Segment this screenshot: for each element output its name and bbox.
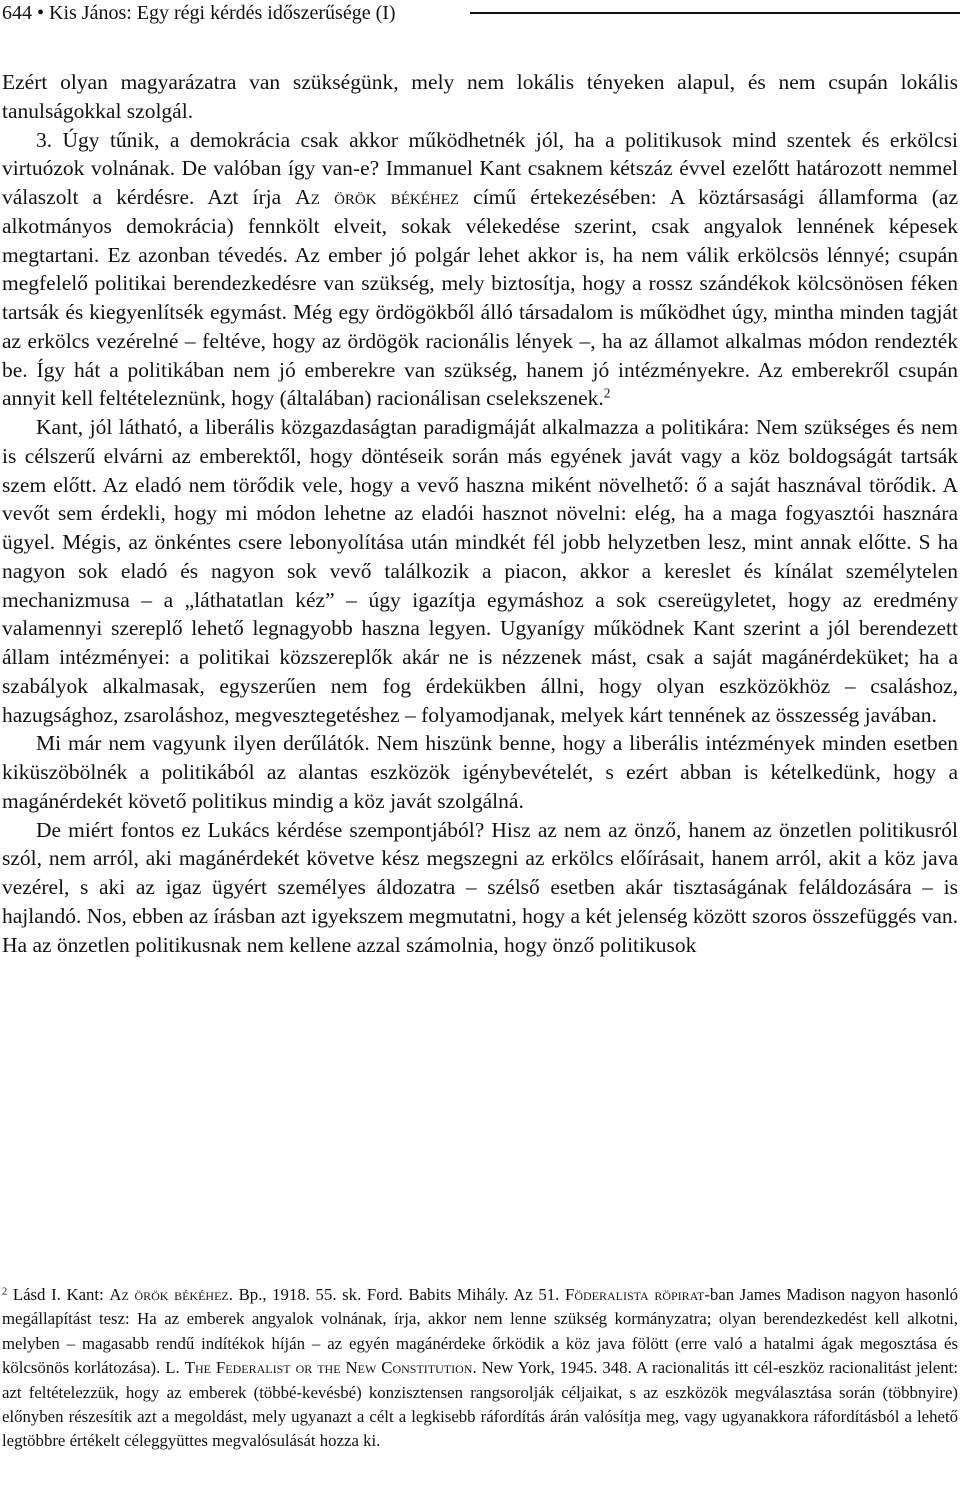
footnote-text-1: Lásd I. Kant: [7, 1285, 110, 1304]
footnote-text-4: . New York, 1945. 348. A racionalitás itt cél-eszköz racionalitást jelent: azt feltételezzük, hogy az emberek (többé-kevésbé) konzisztensen rangsorolják céljaikat, s az eszközök megválasztása során (többnyire) előnyben részesítik azt a megoldást, mely ugyanazt a célt a legkisebb ráfordítás árán valósítja meg, vagy ugyanakkora ráfordításból a lehető legtöbbre értékelt céleggyüttes megvalósulását hozza ki. [2, 1358, 958, 1451]
header-separator: • [37, 2, 45, 24]
footnote-title-1: Az örök békéhez [109, 1285, 229, 1304]
footnotes [2, 1283, 958, 1454]
header-rule [470, 12, 960, 14]
header-text [2, 2, 396, 25]
footnote-text-3: -ban James Madison nagyon hasonló megállapítást tesz: Ha az emberek angyalok volnának, írja, akkor nem lenne szükség kormányzatra; olyan berendezkedést kell alkotni, melyben – magasabb rendű indítékok híján – az egyén magánérdeke őrködik a köz java fölött (erre való a hatalmi ágak megosztása és kölcsönös korlátozása). L. [2, 1285, 959, 1378]
footnote-number: 2 [2, 1286, 8, 1298]
paragraph-2-text-a: 3. Úgy tűnik, a demokrácia csak akkor működhetnék jól, ha a politikusok mind szentek és erkölcsi virtuózok volnának. De valóban így van-e? Immanuel Kant csaknem kétszáz évvel ezelőtt határozott nemmel válaszolt a kérdésre. Azt írja [2, 127, 958, 209]
work-title-orok-bekehez: Az örök békéhez [295, 185, 460, 209]
paragraph-2 [2, 126, 958, 414]
paragraph-4: Mi már nem vagyunk ilyen derűlátók. Nem hiszünk benne, hogy a liberális intézmények minden esetben kiküszöbölnék a politikából az alantas eszközök igénybevételét, s ezért abban is kételkedünk, hogy a magánérdekét követő politikus mindig a köz javát szolgálná. [2, 731, 958, 813]
running-header [0, 0, 960, 36]
footnote-title-3: The Federalist or the New Constitution [184, 1358, 473, 1378]
paragraph-1: Ezért olyan magyarázatra van szükségünk, mely nem lokális tényeken alapul, és nem csupán lokális tanulságokkal szolgál. [2, 70, 958, 123]
footnote-title-2: Föderalista röpirat [565, 1285, 705, 1304]
paragraph-3: Kant, jól látható, a liberális közgazdaságtan paradigmáját alkalmazza a politikára: Nem szükséges és nem is célszerű elvárni az emberektől, hogy döntéseik során más egyének javát vagy a köz boldogságát tartsák szem előtt. Az eladó nem törődik vele, hogy a vevő haszna miként növelhető: ő a saját hasznával törődik. A vevőt sem érdekli, hogy mi módon lehetne az eladói hasznot növelni: elég, ha a maga fogyasztói hasznára ügyel. Mégis, az önkéntes csere lebonyolítása után mindkét fél jobb helyzetben lesz, mint annak előtte. S ha nagyon sok eladó és nagyon sok vevő találkozik a piacon, akkor a kereslet és kínálat személytelen mechanizmusa – a „láthatatlan kéz” – úgy igazítja egymáshoz a sok csereügyletet, hogy az eredmény valamennyi szereplő lehető legnagyobb haszna legyen. Ugyanígy működnek Kant szerint a jól berendezett állam intézményei: a politikai közszereplők akár ne is nézzenek mást, csak a saját magánérdeküket; ha a szabályok alkalmasak, egyszerűen nem fog érdekükben állni, hogy olyan eszközökhöz – csaláshoz, hazugsághoz, zsaroláshoz, megvesztegetéshez – folyamodjanak, melyek kárt tennének az összesség javában. [2, 415, 958, 727]
page-number: 644 [2, 2, 32, 24]
footnote-ref-2[interactable]: 2 [603, 385, 611, 401]
running-title: Kis János: Egy régi kérdés időszerűsége (I) [49, 2, 396, 24]
paragraph-5: De miért fontos ez Lukács kérdése szempontjából? Hisz az nem az önző, hanem az önzetlen politikusról szól, nem arról, aki magánérdekét követve kész megszegni az erkölcs előírásait, hanem arról, akit a köz java vezérel, s aki az igaz ügyért személyes áldozatra – szélső esetben akár tisztaságának feláldozására – is hajlandó. Nos, ebben az írásban azt igyekszem megmutatni, hogy a két jelenség között szoros összefüggés van. Ha az önzetlen politikusnak nem kellene azzal számolnia, hogy önző politikusok [2, 817, 958, 957]
paragraph-2-text-b: című értekezésében: A köztársasági államforma (az alkotmányos demokrácia) fennkölt elveit, sokak vélekedése szerint, csak angyalok lennének képesek megtartani. Ez azonban tévedés. Az ember jó polgár lehet akkor is, ha nem válik erkölcsös lénnyé; csupán megfelelő politikai berendezkedésre van szükség, mely biztosítja, hogy a rossz szándékok kölcsönösen féken tartsák és kiegyenlítsék egymást. Még egy ördögökből álló társadalom is működhet úgy, mintha minden tagját az erkölcs vezérelné – feltéve, hogy az ördögök racionális lények –, ha az államot alkalmas módon rendezték be. Így hát a politikában nem jó emberekre van szükség, hanem jó intézményekre. Az emberekről csupán annyit kell feltételeznünk, hogy (általában) racionálisan cselekszenek. [2, 185, 959, 411]
main-text [2, 68, 958, 959]
footnote-text-2: . Bp., 1918. 55. sk. Ford. Babits Mihály. Az 51. [228, 1285, 565, 1304]
footnote-2 [2, 1283, 958, 1454]
